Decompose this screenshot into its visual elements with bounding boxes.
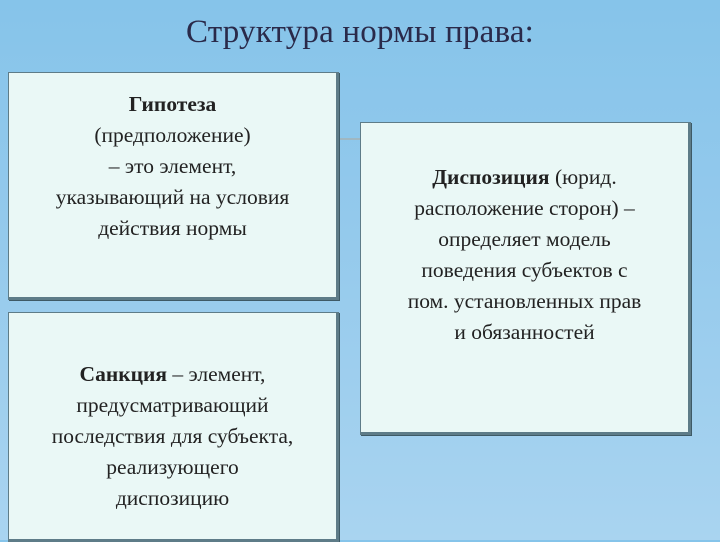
disposition-line: поведения субъектов с [421, 258, 628, 282]
hypothesis-line: – это элемент, [108, 153, 237, 178]
disposition-line: и обязанностей [454, 320, 595, 344]
disposition-term: Диспозиция [432, 165, 550, 189]
sanction-line: последствия для субъекта, [51, 423, 294, 448]
hypothesis-term: Гипотеза [128, 91, 217, 116]
hypothesis-box [8, 72, 339, 300]
disposition-box [360, 122, 691, 435]
hypothesis-line: действия нормы [98, 215, 247, 240]
hypothesis-line: (предположение) [94, 122, 251, 147]
disposition-line: (юрид. [549, 165, 617, 189]
sanction-line: диспозицию [115, 485, 230, 510]
sanction-term: Санкция [79, 361, 168, 386]
sanction-line: реализующего [106, 454, 239, 479]
slide-title: Структура нормы права: [185, 14, 535, 50]
hypothesis-line: указывающий на условия [55, 184, 290, 209]
disposition-line: определяет модель [438, 227, 611, 251]
sanction-line: – элемент, [167, 361, 266, 386]
sanction-box [8, 312, 339, 542]
connector-line [339, 138, 361, 140]
disposition-line: расположение сторон) – [414, 196, 635, 220]
sanction-line: предусматривающий [76, 392, 269, 417]
disposition-line: пом. установленных прав [407, 289, 642, 313]
